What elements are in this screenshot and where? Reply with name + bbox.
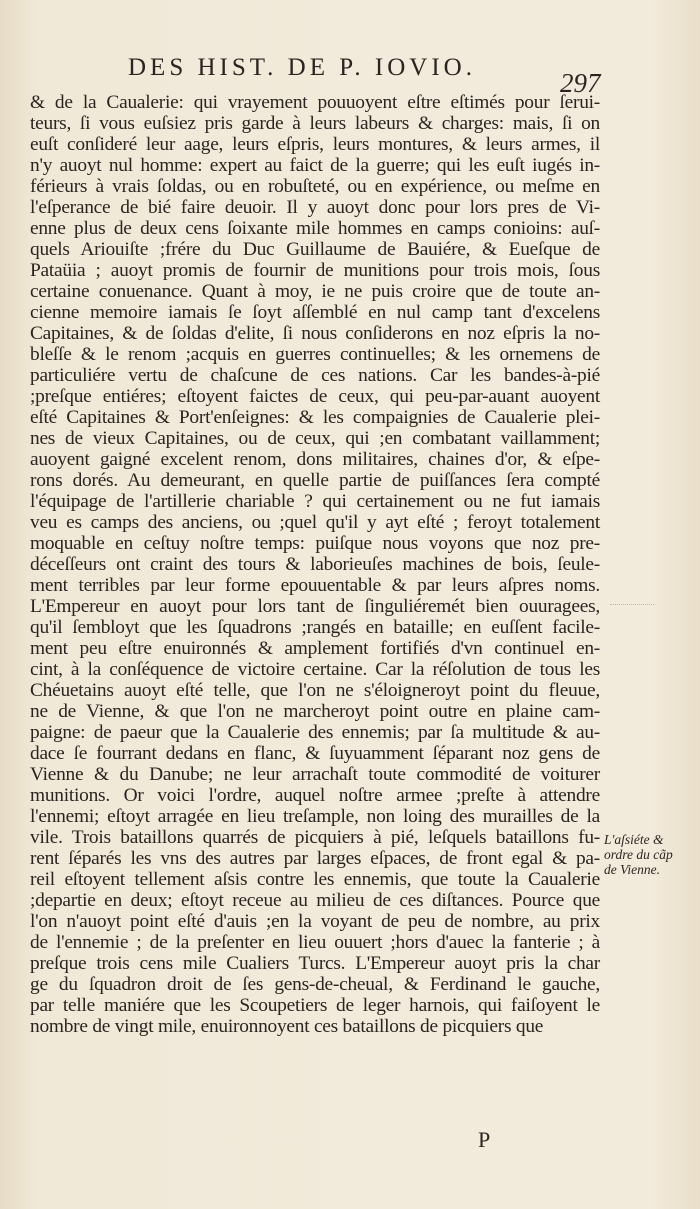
- text-line: & de la Caualerie: qui vrayement pouuoyent eſtre eſtimés pour ſerui-: [30, 92, 600, 113]
- text-line: ;departie en deux; eſtoyt receue au milieu de ces diſtances. Pource que: [30, 890, 600, 911]
- marginal-note: [604, 832, 696, 877]
- text-line: Capitaines, & de ſoldas d'elite, ſi nous conſiderons en noz eſpris la no-: [30, 323, 600, 344]
- text-line: ge du ſquadron droit de ſes gens-de-cheual, & Ferdinand le gauche,: [30, 974, 600, 995]
- text-line: ne de Vienne, & que l'on ne marcheroyt point outre en plaine cam-: [30, 701, 600, 722]
- text-line: munitions. Or voici l'ordre, auquel noſtre armee ;preſte à attendre: [30, 785, 600, 806]
- text-line: particuliére vertu de chaſcune de ces nations. Car les bandes-à-pié: [30, 365, 600, 386]
- text-line: déceſſeurs ont craint des tours & laborieuſes machines de bois, ſeule-: [30, 554, 600, 575]
- text-line: preſque trois cens mile Cualiers Turcs. L'Empereur auoyt pris la char: [30, 953, 600, 974]
- text-line: veu es camps des anciens, ou ;quel qu'il y ayt eſté ; feroyt totalement: [30, 512, 600, 533]
- text-line: de l'ennemie ; de la preſenter en lieu ouuert ;hors d'auec la fanterie ; à: [30, 932, 600, 953]
- text-line: enne plus de deux cens ſoixante mile hommes en camps conioins: auſ-: [30, 218, 600, 239]
- text-line: cienne memoire iamais ſe ſoyt aſſemblé en nul camp tant d'excelens: [30, 302, 600, 323]
- text-line: reil eſtoyent tellement aſsis contre les ennemis, que toute la Caualerie: [30, 869, 600, 890]
- text-line: nombre de vingt mile, enuironnoyent ces bataillons de picquiers que: [30, 1016, 544, 1037]
- text-line: paigne: de paeur que la Caualerie des ennemis; par ſa multitude & au-: [30, 722, 600, 743]
- running-title: DES HIST. DE P. IOVIO.: [128, 54, 476, 81]
- text-line: bleſſe & le renom ;acquis en guerres continuelles; & les ornemens de: [30, 344, 600, 365]
- edge-mark: [610, 604, 654, 611]
- text-line: eſté Capitaines & Port'enſeignes: & les compaignies de Caualerie plei-: [30, 407, 600, 428]
- text-line: l'équipage de l'artillerie chariable ? qui certainement ou ne fut iamais: [30, 491, 600, 512]
- text-line: certaine conuenance. Quant à moy, ie ne puis croire que de toute an-: [30, 281, 600, 302]
- text-line: n'y auoyt nul homme: expert au faict de la guerre; qui les euſt iugés in-: [30, 155, 600, 176]
- text-line: L'Empereur en auoyt pour lors tant de ſinguliéremét bien ouuragees,: [30, 596, 600, 617]
- text-line: nes de vieux Capitaines, ou de ceux, qui ;en combatant vaillamment;: [30, 428, 600, 449]
- body-text: [30, 92, 600, 1037]
- text-line: l'on n'auoyt point eſté d'auis ;en la voyant de peu de nombre, au prix: [30, 911, 600, 932]
- text-line: moquable en ceſtuy noſtre temps: puiſque nous voyons que noz pre-: [30, 533, 600, 554]
- text-line: par telle maniére que les Scoupetiers de leger harnois, qui faiſoyent le: [30, 995, 600, 1016]
- text-line: quels Ariouiſte ;frére du Duc Guillaume de Bauiére, & Eueſque de: [30, 239, 600, 260]
- text-line: vile. Trois bataillons quarrés de picquiers à pié, leſquels bataillons fu-: [30, 827, 600, 848]
- page-number: 297: [560, 68, 601, 98]
- text-line: Chéuetains auoyt eſté telle, que l'on ne s'éloigneroyt point du fleuue,: [30, 680, 600, 701]
- text-line: ment terribles par leur forme epouuentable & par leurs aſpres noms.: [30, 575, 600, 596]
- text-line: cint, à la conſéquence de victoire certaine. Car la réſolution de tous les: [30, 659, 600, 680]
- text-line: dace ſe fourrant dedans en flanc, & ſuyuamment ſéparant noz gens de: [30, 743, 600, 764]
- text-line: auoyent gaigné excelent renom, dons militaires, chaines d'or, & eſpe-: [30, 449, 600, 470]
- text-line: Vienne & du Danube; ne leur arrachaſt toute commodité de voiturer: [30, 764, 600, 785]
- text-line: qu'il ſembloyt que les ſquadrons ;rangés en bataille; en euſſent facile-: [30, 617, 600, 638]
- text-line: l'eſperance de bié faire deuoir. Il y auoyt donc pour lors pres de Vi-: [30, 197, 600, 218]
- text-line: euſt conſideré leur aage, leurs eſpris, leurs montures, & leurs armes, il: [30, 134, 600, 155]
- text-line: férieurs à vrais ſoldas, ou en robuſteté, ou en expérience, ou meſme en: [30, 176, 600, 197]
- text-line: rons dorés. Au demeurant, en quelle partie de puiſſances ſera compté: [30, 470, 600, 491]
- text-line: l'ennemi; eſtoyt arragée en lieu treſample, non loing des murailles de la: [30, 806, 600, 827]
- text-line: ment peu eſtre enuironnés & amplement fortifiés d'vn continuel en-: [30, 638, 600, 659]
- marginal-note-line: ordre du cãp: [604, 847, 673, 862]
- text-line: ;preſque entiéres; eſtoyent faictes de ceux, qui peu-par-auant auoyent: [30, 386, 600, 407]
- signature-mark: P: [478, 1127, 491, 1152]
- text-line: rent ſéparés les vns des autres par larges eſpaces, de front egal & pa-: [30, 848, 600, 869]
- marginal-note-line: L'aſsiéte &: [604, 832, 664, 847]
- text-line: Pataüia ; auoyt promis de fournir de munitions pour trois mois, ſous: [30, 260, 600, 281]
- text-line: teurs, ſi vous euſsiez pris garde à leurs labeurs & charges: mais, ſi on: [30, 113, 600, 134]
- marginal-note-line: de Vienne.: [604, 862, 660, 877]
